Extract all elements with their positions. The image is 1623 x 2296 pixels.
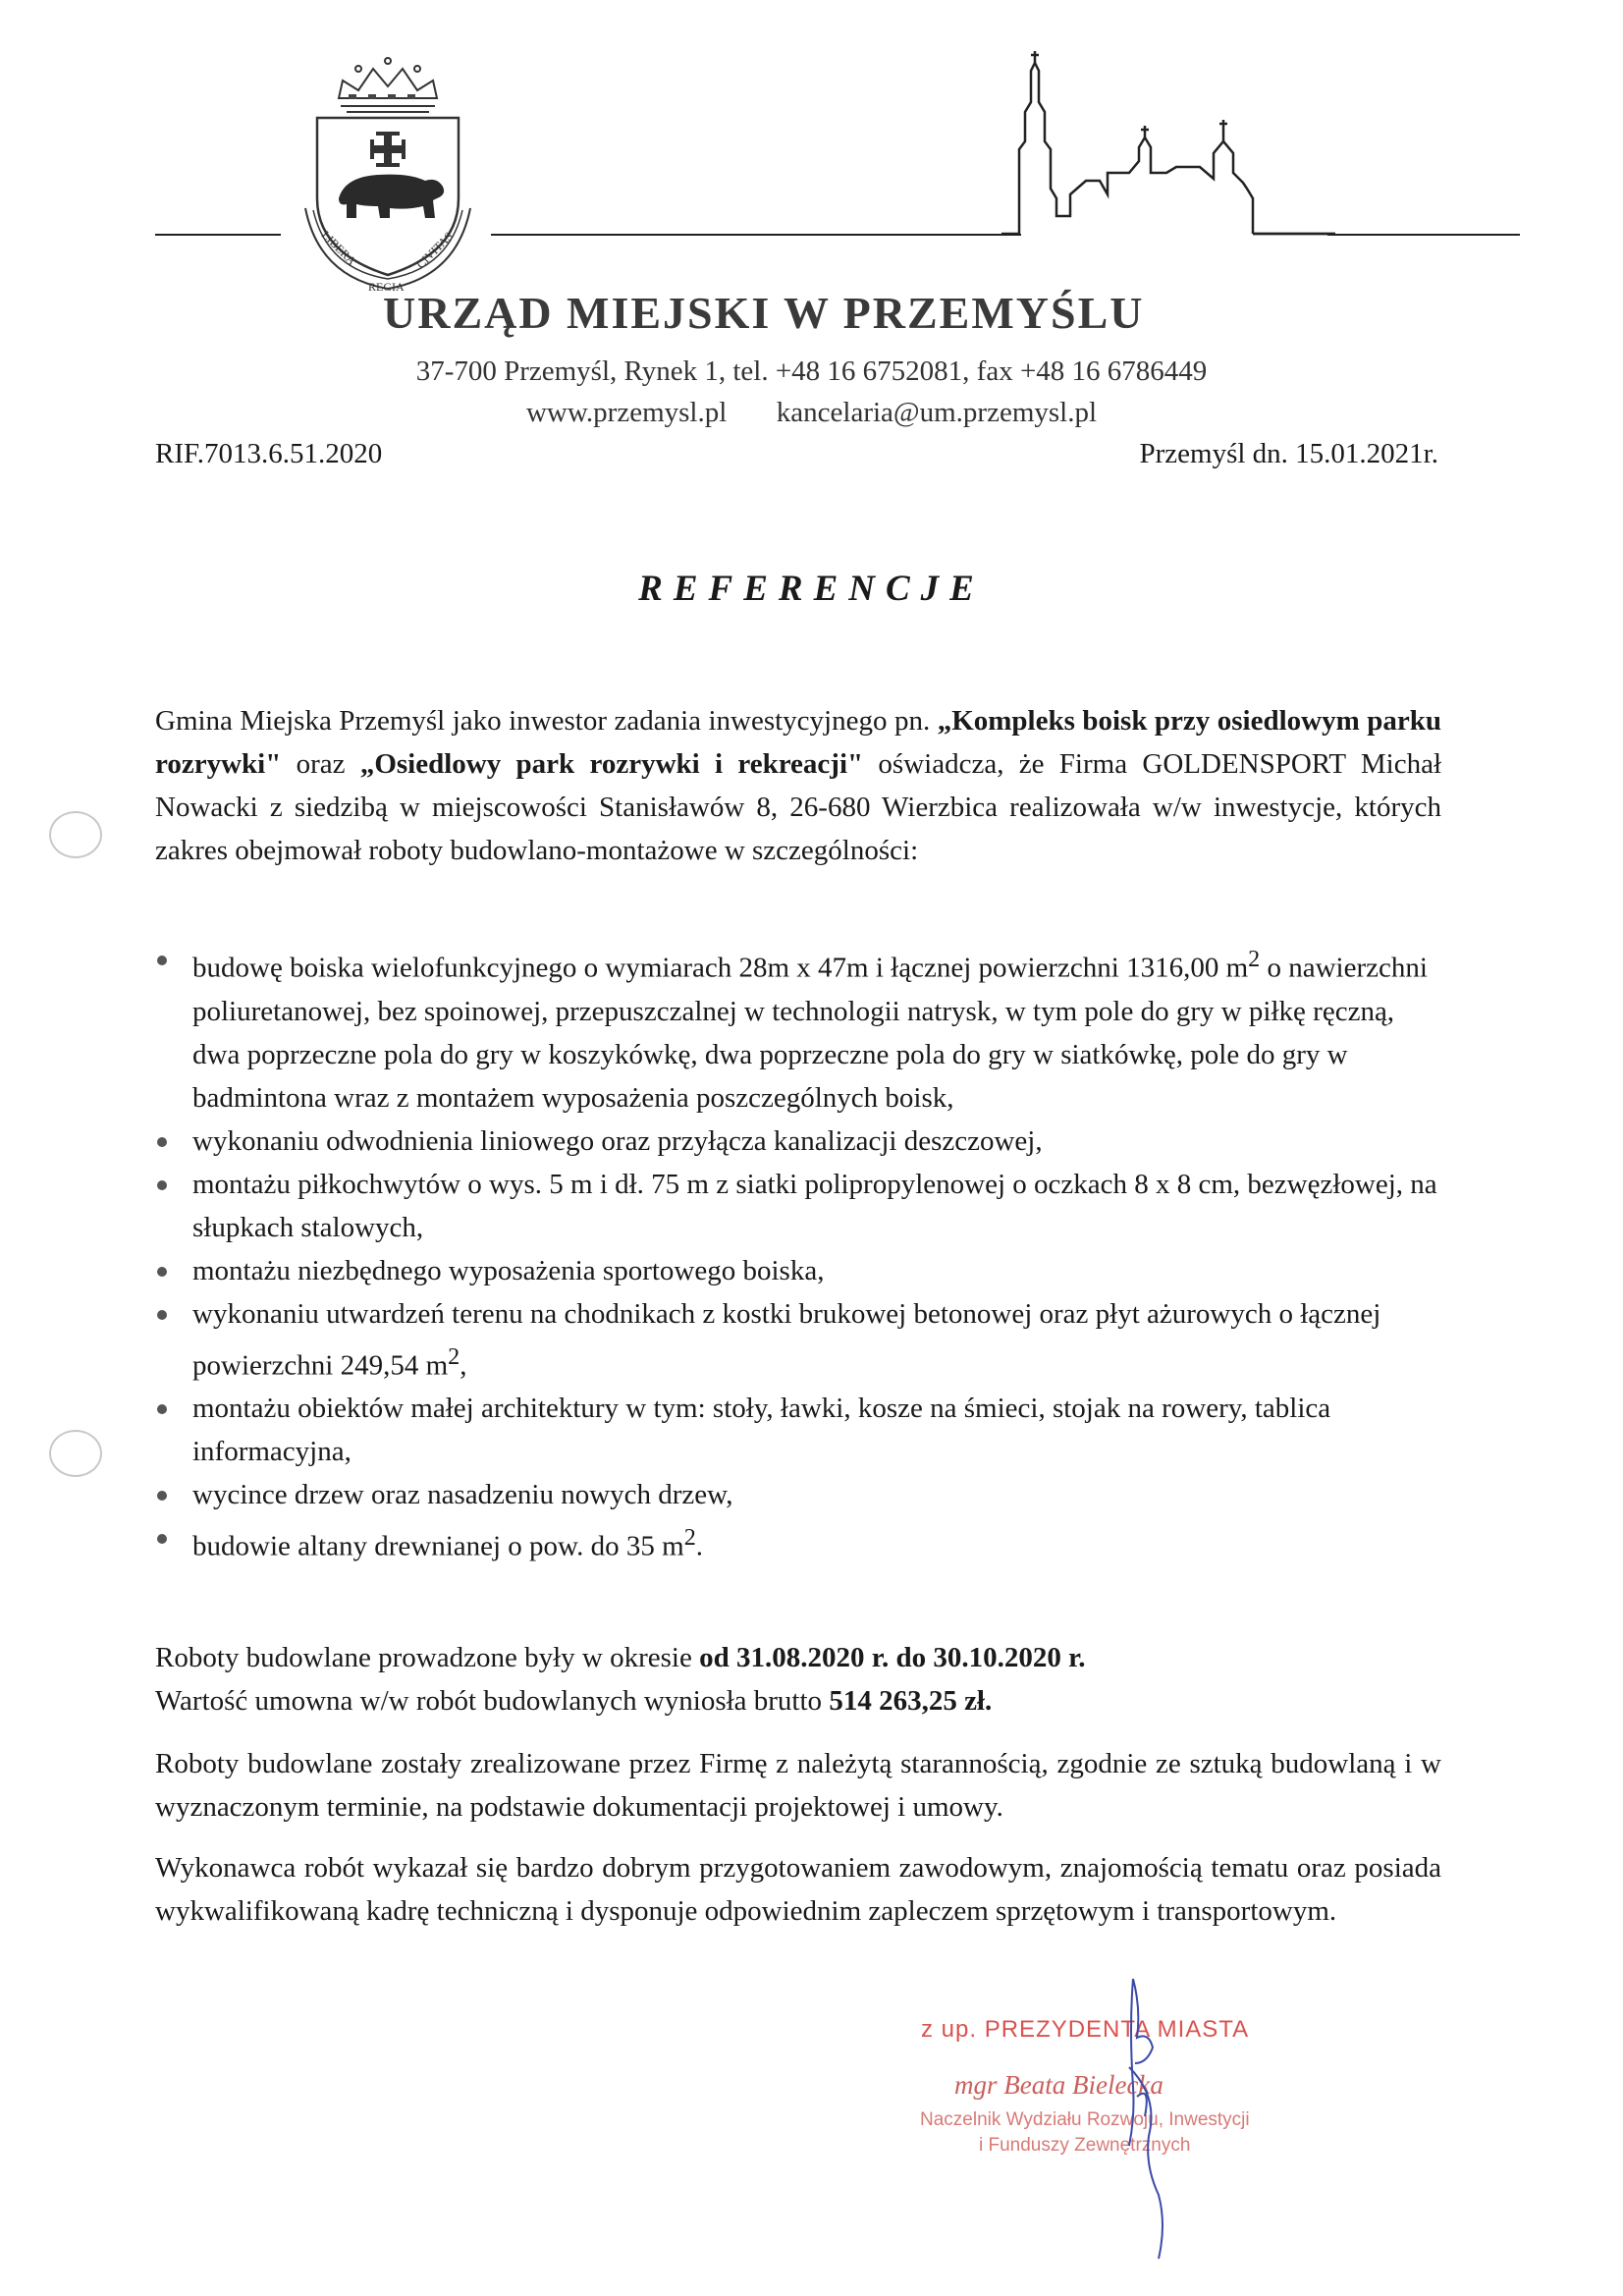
document-title: REFERENCJE [638, 569, 985, 609]
list-item [155, 1516, 1441, 1568]
office-website: www.przemysl.pl [525, 397, 728, 428]
list-item [155, 938, 1441, 1120]
works-list [155, 938, 1441, 1568]
list-item-text: . [695, 1530, 704, 1562]
list-item-text: montażu obiektów małej architektury w tym: stoły, ławki, kosze na śmieci, stojak na rowery, tablica informacyjna, [192, 1393, 1331, 1468]
list-item-text: budowę boiska wielofunkcyjnego o wymiarach 28m x 47m i łącznej powierzchni 1316,00 m [192, 952, 1249, 984]
handwritten-signature [1100, 1969, 1208, 2264]
period-paragraph [155, 1636, 1441, 1722]
list-item-text: o nawierzchni poliuretanowej, bez spoinowej, przepuszczalnej w technologii natrysk, w tym pole do gry w piłkę ręczną, dwa poprzeczne pola do gry w koszykówkę, dwa poprzeczne pola do gry w siatkówkę, pole do gry w badmintona wraz z montażem wyposażenia poszczególnych boisk, [192, 952, 1428, 1114]
header-rule-mid [491, 234, 1021, 236]
header-rule-left [155, 234, 281, 236]
period-dates: od 31.08.2020 r. do 30.10.2020 r. [699, 1642, 1086, 1673]
intro-text-1: Gmina Miejska Przemyśl jako inwestor zadania inwestycyjnego pn. [155, 705, 938, 737]
office-address: 37-700 Przemyśl, Rynek 1, tel. +48 16 6752081, fax +48 16 6786449 [415, 355, 1208, 387]
list-item-text: montażu niezbędnego wyposażenia sportowego boiska, [192, 1254, 825, 1286]
intro-text-3: oświadcza, że Firma GOLDENSPORT Michał Nowacki z siedzibą w miejscowości Stanisławów 8, 26-680 Wierzbica realizowała w/w inwestycje, których zakres obejmował roboty budowlano-montażowe w szczególności: [155, 748, 1442, 866]
list-item [155, 1473, 1441, 1516]
crest-ribbon-center: REGIA [368, 280, 405, 294]
list-item [155, 1292, 1441, 1388]
crest-ribbon-left: LIBERA [318, 228, 359, 268]
office-email: kancelaria@um.przemysl.pl [776, 397, 1098, 428]
superscript: 2 [448, 1342, 460, 1370]
list-item [155, 1120, 1441, 1163]
intro-text-2: oraz [281, 748, 360, 780]
contract-value: 514 263,25 zł. [829, 1685, 993, 1717]
office-contacts [0, 397, 1623, 429]
list-item-text: wycince drzew oraz nasadzeniu nowych drzew, [192, 1479, 733, 1511]
project-name-1: „Kompleks boisk przy osiedlowym parku rozrywki" [155, 705, 1441, 780]
value-text: Wartość umowna w/w robót budowlanych wyniosła brutto [155, 1685, 830, 1717]
reference-number: RIF.7013.6.51.2020 [155, 438, 383, 469]
project-name-2: „Osiedlowy park rozrywki i rekreacji" [359, 748, 864, 780]
list-item-text: budowie altany drewnianej o pow. do 35 m [192, 1530, 684, 1562]
punch-hole-top [49, 811, 102, 858]
intro-paragraph [155, 699, 1441, 872]
stamp-position-line2: i Funduszy Zewnętrznych [979, 2135, 1191, 2156]
place-date: Przemyśl dn. 15.01.2021r. [1139, 438, 1438, 469]
stamp-position-line1: Naczelnik Wydziału Rozwoju, Inwestycji [920, 2109, 1250, 2130]
list-item [155, 1163, 1441, 1249]
list-item-text: montażu piłkochwytów o wys. 5 m i dł. 75 m z siatki polipropylenowej o oczkach 8 x 8 cm, bezwęzłowej, na słupkach stalowych, [192, 1168, 1437, 1243]
stamp-authority: z up. PREZYDENTA MIASTA [921, 2016, 1250, 2043]
stamp-name: mgr Beata Bielecka [954, 2070, 1163, 2100]
crest-ribbon-right: CIVITAS [413, 229, 456, 272]
list-item [155, 1249, 1441, 1292]
list-item [155, 1387, 1441, 1473]
superscript: 2 [683, 1524, 696, 1552]
contractor-paragraph: Wykonawca robót wykazał się bardzo dobrym przygotowaniem zawodowym, znajomością tematu oraz posiada wykwalifikowaną kadrę techniczną i dysponuje odpowiednim zapleczem sprzętowym i transportowym. [155, 1852, 1441, 1927]
punch-hole-bottom [49, 1430, 102, 1477]
list-item-text: wykonaniu odwodnienia liniowego oraz przyłącza kanalizacji deszczowej, [192, 1124, 1043, 1157]
list-item-text: wykonaniu utwardzeń terenu na chodnikach z kostki brukowej betonowej oraz płyt ażurowych o łącznej powierzchni 249,54 m [192, 1297, 1381, 1382]
city-crest-logo [299, 51, 476, 297]
office-name: URZĄD MIEJSKI W PRZEMYŚLU [383, 288, 1145, 338]
quality-paragraph: Roboty budowlane zostały zrealizowane przez Firmę z należytą starannością, zgodnie ze sztuką budowlaną i w wyznaczonym terminie, na podstawie dokumentacji projektowej i umowy. [155, 1748, 1441, 1823]
period-text: Roboty budowlane prowadzone były w okresie [155, 1642, 700, 1673]
city-skyline-logo [1001, 51, 1551, 243]
list-item-text: , [460, 1349, 467, 1382]
superscript: 2 [1248, 946, 1261, 972]
